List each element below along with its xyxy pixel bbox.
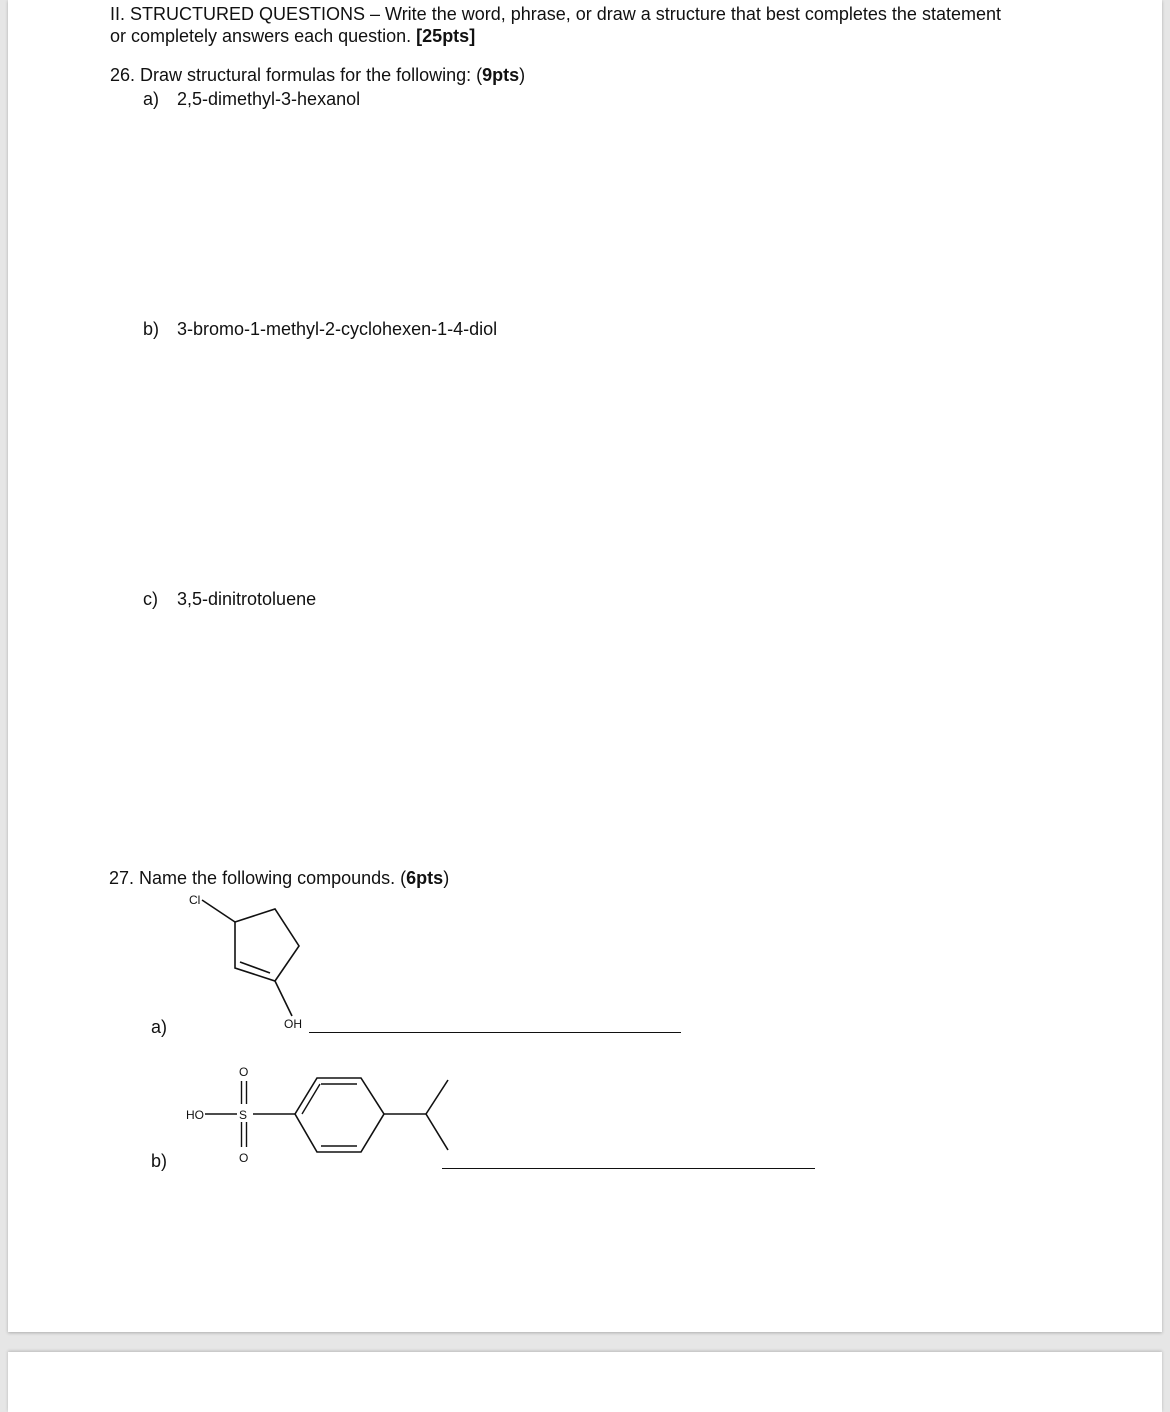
cyclopentene-ring — [235, 909, 299, 981]
question-26b-label: b) — [143, 319, 160, 339]
c-oh-bond — [275, 981, 292, 1016]
question-26c-text: 3,5-dinitrotoluene — [177, 589, 317, 609]
section-points: [25pts] — [416, 26, 476, 46]
question-27-suffix: ) — [443, 868, 450, 888]
question-27-prompt: 27. Name the following compounds. ( — [109, 868, 407, 888]
isopropyl-methyl-top — [426, 1080, 448, 1114]
exam-page — [8, 0, 1162, 1332]
question-26b-text: 3-bromo-1-methyl-2-cyclohexen-1-4-diol — [177, 319, 498, 339]
sulfur-atom-label: S — [239, 1108, 248, 1122]
c-cl-bond — [202, 900, 235, 922]
question-27a-label: a) — [151, 1017, 168, 1037]
answer-line-27b[interactable] — [442, 1168, 815, 1169]
question-26-suffix: ) — [519, 65, 526, 85]
chlorine-atom-label: Cl — [189, 893, 201, 907]
question-26-points: 9pts — [482, 65, 520, 85]
question-26a-text: 2,5-dimethyl-3-hexanol — [177, 89, 361, 109]
sulfonic-acid-structure — [178, 1060, 478, 1170]
question-26a-label: a) — [143, 89, 160, 109]
oxygen-bottom-label: O — [239, 1151, 249, 1165]
question-27-points: 6pts — [406, 868, 444, 888]
next-page — [8, 1352, 1162, 1412]
section-instructions: or completely answers each question. — [110, 26, 417, 46]
section-heading-line1: II. STRUCTURED QUESTIONS – Write the word, phrase, or draw a structure that best completes the statement — [110, 4, 1001, 24]
question-27-title — [109, 867, 449, 889]
hydroxy-label: HO — [186, 1108, 204, 1122]
benzene-ring — [295, 1078, 384, 1152]
oxygen-top-label: O — [239, 1065, 249, 1079]
question-26-title — [110, 64, 525, 86]
question-26-prompt: 26. Draw structural formulas for the following: ( — [110, 65, 483, 85]
section-heading-line2 — [110, 25, 475, 47]
isopropyl-methyl-bottom — [426, 1114, 448, 1150]
answer-line-27a[interactable] — [309, 1032, 681, 1033]
cyclopentenol-structure — [178, 888, 338, 1038]
question-27b-label: b) — [151, 1151, 168, 1171]
question-26c-label: c) — [143, 589, 158, 609]
hydroxyl-group-label: OH — [284, 1017, 302, 1031]
